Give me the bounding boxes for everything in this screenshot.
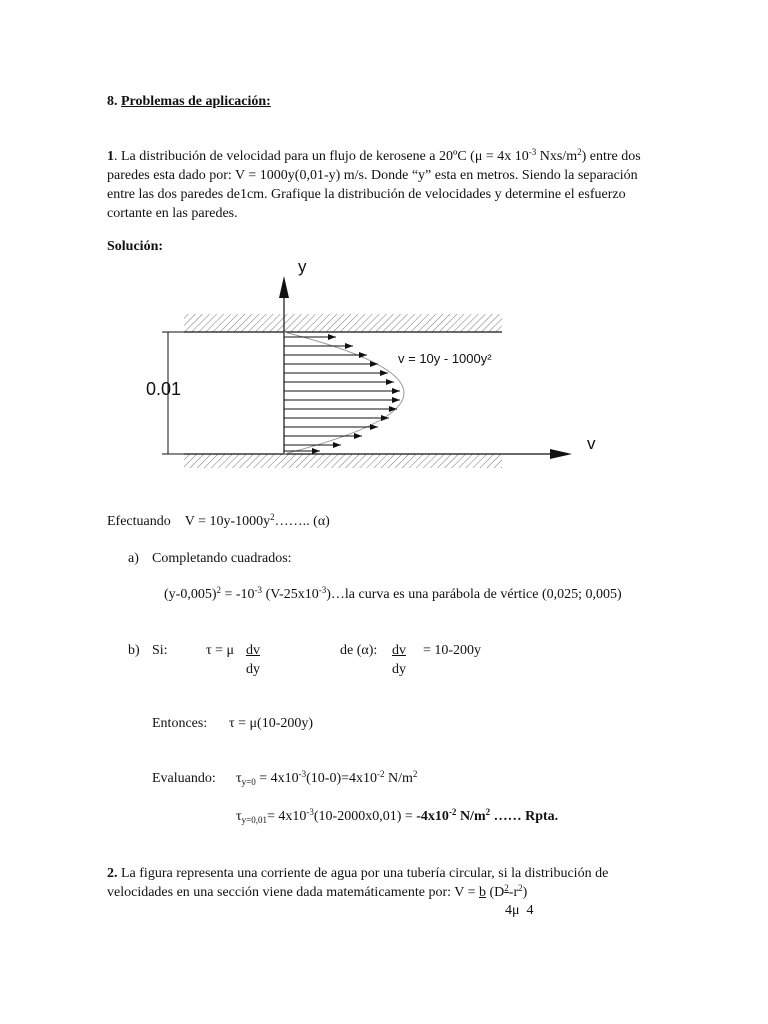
solution-label: Solución: (107, 239, 164, 254)
item-a-marker: a) (128, 551, 139, 566)
problem-2-statement: 2. La figura representa una corriente de agua por una tubería circular, si la distribución de velocidades en una sección viene dada matemáticamente por: V = b $(D^2-r^2)$ (107, 866, 609, 900)
y-axis-arrowhead (279, 276, 289, 298)
x-axis-label: v (587, 434, 596, 453)
fraction-denominator: dy (392, 662, 406, 677)
de-alpha-label: de (α): (340, 643, 378, 658)
efectuando-tail: …….. (α) (274, 514, 330, 529)
evaluation-1: $\tau_{y=0} = 4x10^{-3}(10-0)=4x10^{-2}$ $N/m^2$ (236, 769, 418, 787)
fraction-denominator: dy (246, 662, 260, 677)
exponent: 2 (577, 147, 582, 157)
evaluando-label: Evaluando: (152, 771, 216, 786)
problem-1-text-b: Nxs/m (536, 149, 578, 164)
item-a-title: Completando cuadrados: (152, 551, 292, 566)
efectuando-line (107, 512, 330, 529)
item-b-marker: b) (128, 643, 140, 658)
exponent: 2 (270, 512, 275, 522)
problem-1-number: 1 (107, 149, 114, 164)
fraction-numerator: dv (392, 643, 406, 658)
fraction-numerator: b (479, 885, 487, 900)
problem-1-text: . La distribución de velocidad para un flujo de kerosene a 20ºC (μ = 4x 10 (114, 149, 529, 164)
entonces-label: Entonces: (152, 716, 208, 731)
gap-label: 0.01 (146, 379, 182, 399)
problem-2-number: 2. (107, 866, 118, 881)
top-wall-hatch (184, 314, 502, 332)
bottom-wall-hatch (184, 454, 502, 468)
x-axis-arrowhead (550, 449, 572, 459)
efectuando-label: Efectuando (107, 514, 171, 529)
fraction-denominator: 4μ 4 (505, 903, 534, 918)
item-a-equation: $(y-0,005)^2 = -10^{-3}$ $(V-25x10^{-3})\dots la$ curva es una parábola de vértice (0,025; 0,005) (164, 585, 622, 602)
y-axis-label: y (298, 257, 307, 276)
derivative-result: = 10-200y (423, 643, 482, 658)
problem-1-text-c: ) entre dos paredes esta dado por: V = 1000y(0,01-y) m/s. Donde “y” esta en metros. Siendo la separación entre las dos paredes de1cm. Grafique la distribución de velocidades y determine el esfuerzo cortante en las paredes. (107, 149, 641, 221)
problem-2-text: La figura representa una corriente de agua por una tubería circular, si la distribución de velocidades en una sección viene dada matemáticamente por: V = (107, 866, 609, 900)
curve-label: v = 10y - 1000y² (398, 351, 492, 366)
exponent: -3 (528, 147, 537, 157)
section-number: 8. (107, 94, 118, 109)
item-b-tau-equation: τ = μ (206, 643, 235, 658)
velocity-arrows (284, 337, 400, 451)
efectuando-equation: V = 10y-1000y (184, 514, 271, 529)
section-title: Problemas de aplicación: (121, 94, 271, 109)
evaluation-2: $\tau_{y=0,01}= 4x10^{-3}(10-2000x0,01) = -4x10^{-2}$ $N/m^2$ …… Rpta. (236, 807, 559, 825)
fraction-numerator: dv (246, 643, 260, 658)
item-b-si: Si: (152, 643, 168, 658)
entonces-equation: τ = μ(10-200y) (229, 716, 314, 731)
